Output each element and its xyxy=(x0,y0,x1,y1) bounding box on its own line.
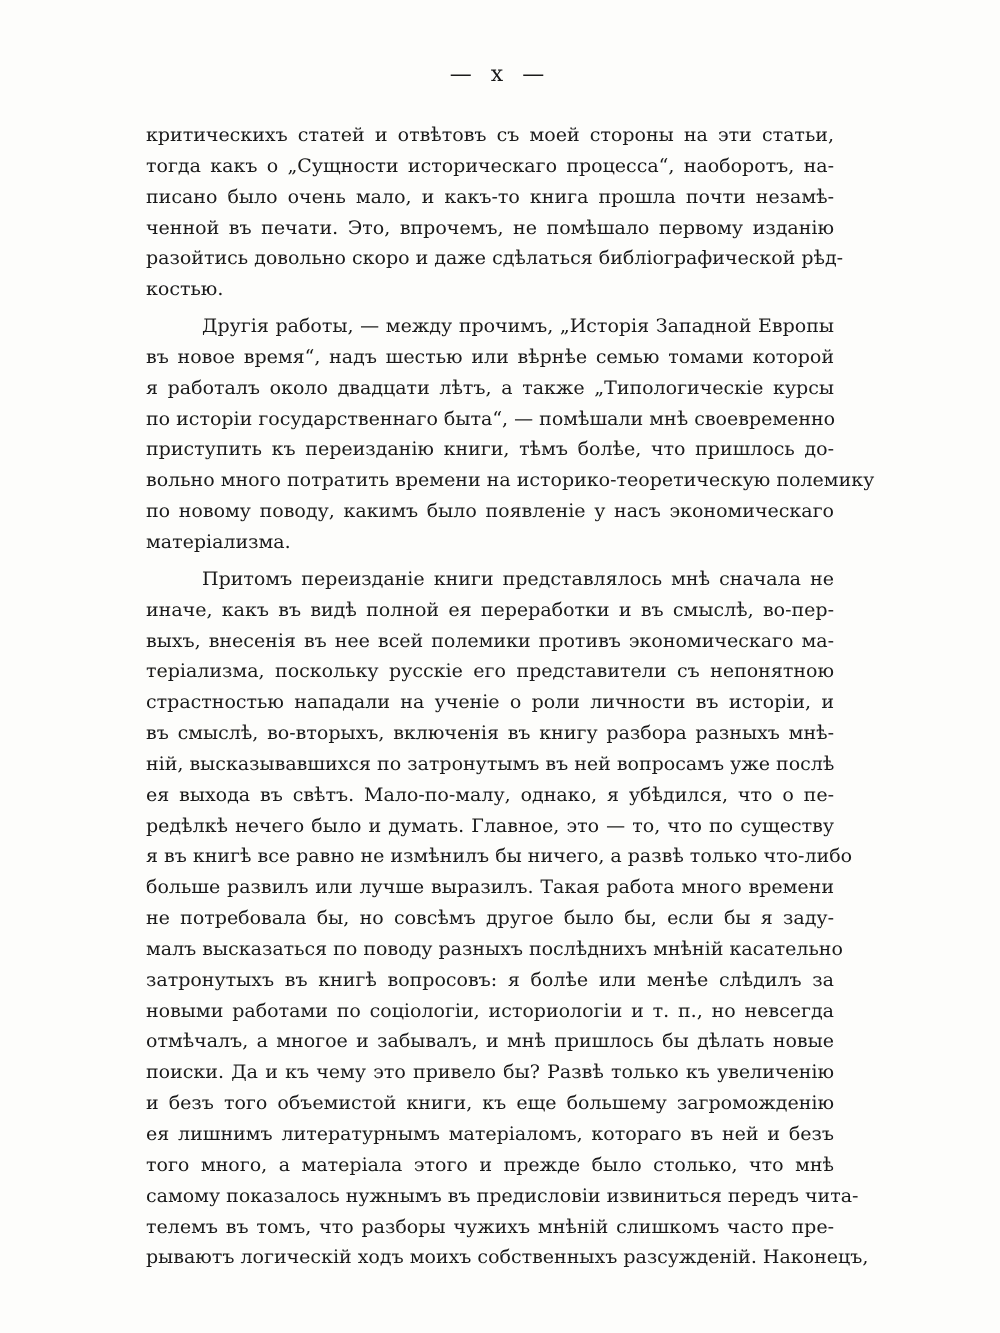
text-line: я работалъ около двадцати лѣтъ, а также „Типологическіе курсы xyxy=(146,376,834,399)
text-line: поиски. Да и къ чему это привело бы? Развѣ только къ увеличенію xyxy=(146,1061,834,1084)
text-line: я въ книгѣ все равно не измѣнилъ бы ничего, а развѣ только что-либо xyxy=(146,845,853,868)
text-line: по новому поводу, какимъ было появленіе у насъ экономическаго xyxy=(146,500,834,523)
text-line: ея лишнимъ литературнымъ матеріаломъ, котораго въ ней и безъ xyxy=(146,1123,834,1145)
paragraph xyxy=(146,311,875,558)
page-number: — x — xyxy=(449,62,551,87)
paragraph xyxy=(146,120,844,305)
text-line: и безъ того объемистой книги, къ еще большему загроможденію xyxy=(146,1092,834,1115)
text-line: тогда какъ о „Сущности историческаго процесса“, наоборотъ, на- xyxy=(146,154,834,177)
text-line: Притомъ переизданіе книги представлялось мнѣ сначала не xyxy=(202,567,834,590)
text-line: критическихъ статей и отвѣтовъ съ моей стороны на эти статьи, xyxy=(146,124,834,146)
text-line: страстностью нападали на ученіе о роли личности въ исторіи, и xyxy=(146,691,834,714)
text-line: выхъ, внесенія въ нее всей полемики противъ экономическаго ма- xyxy=(146,629,834,652)
text-line: иначе, какъ въ видѣ полной ея переработки и въ смыслѣ, во-пер- xyxy=(146,598,834,621)
text-line: костью. xyxy=(146,278,224,301)
text-line: не потребовала бы, но совсѣмъ другое было бы, если бы я заду- xyxy=(146,907,834,930)
text-line: ній, высказывавшихся по затронутымъ въ ней вопросамъ уже послѣ xyxy=(146,752,835,775)
text-line: редѣлкѣ нечего было и думать. Главное, это — то, что по существу xyxy=(146,814,834,837)
text-line: самому показалось нужнымъ въ предисловіи извиниться передъ чита- xyxy=(146,1184,859,1207)
text-line: писано было очень мало, и какъ-то книга прошла почти незамѣ- xyxy=(146,185,834,208)
text-line: по исторіи государственнаго быта“, — помѣшали мнѣ своевременно xyxy=(146,407,836,430)
text-line: больше развилъ или лучше выразилъ. Такая работа много времени xyxy=(146,876,834,899)
text-line: отмѣчалъ, а многое и забывалъ, и мнѣ пришлось бы дѣлать новые xyxy=(146,1030,834,1053)
text-line: затронутыхъ въ книгѣ вопросовъ: я болѣе или менѣе слѣдилъ за xyxy=(146,968,834,991)
text-line: разойтись довольно скоро и даже сдѣлаться библіографической рѣд- xyxy=(146,247,844,270)
text-line: теріализма, поскольку русскіе его представители съ непонятною xyxy=(146,660,834,683)
text-line: матеріализма. xyxy=(146,530,291,553)
text-line: вольно много потратить времени на историко-теоретическую полемику xyxy=(146,469,875,492)
text-line: ченной въ печати. Это, впрочемъ, не помѣшало первому изданію xyxy=(146,216,834,239)
text-line: малъ высказаться по поводу разныхъ послѣднихъ мнѣній касательно xyxy=(146,937,843,960)
text-line: приступить къ переизданію книги, тѣмъ болѣе, что пришлось до- xyxy=(146,438,834,461)
paragraph xyxy=(146,564,869,1273)
text-line: въ новое время“, надъ шестью или вѣрнѣе семью томами которой xyxy=(146,345,834,368)
text-line: того много, а матеріала этого и прежде было столько, что мнѣ xyxy=(146,1153,834,1176)
text-line: рываютъ логическій ходъ моихъ собственныхъ разсужденій. Наконецъ, xyxy=(146,1246,869,1269)
text-line: новыми работами по соціологіи, историологіи и т. п., но невсегда xyxy=(146,999,834,1022)
text-line: въ смыслѣ, во-вторыхъ, включенія въ книгу разбора разныхъ мнѣ- xyxy=(146,722,834,745)
text-line: ея выхода въ свѣтъ. Мало-по-малу, однако, я убѣдился, что о пе- xyxy=(146,783,834,806)
body-text xyxy=(146,120,875,1273)
text-line: телемъ въ томъ, что разборы чужихъ мнѣній слишкомъ часто пре- xyxy=(146,1215,834,1238)
text-line: Другія работы, — между прочимъ, „Исторія Западной Европы xyxy=(202,315,834,338)
